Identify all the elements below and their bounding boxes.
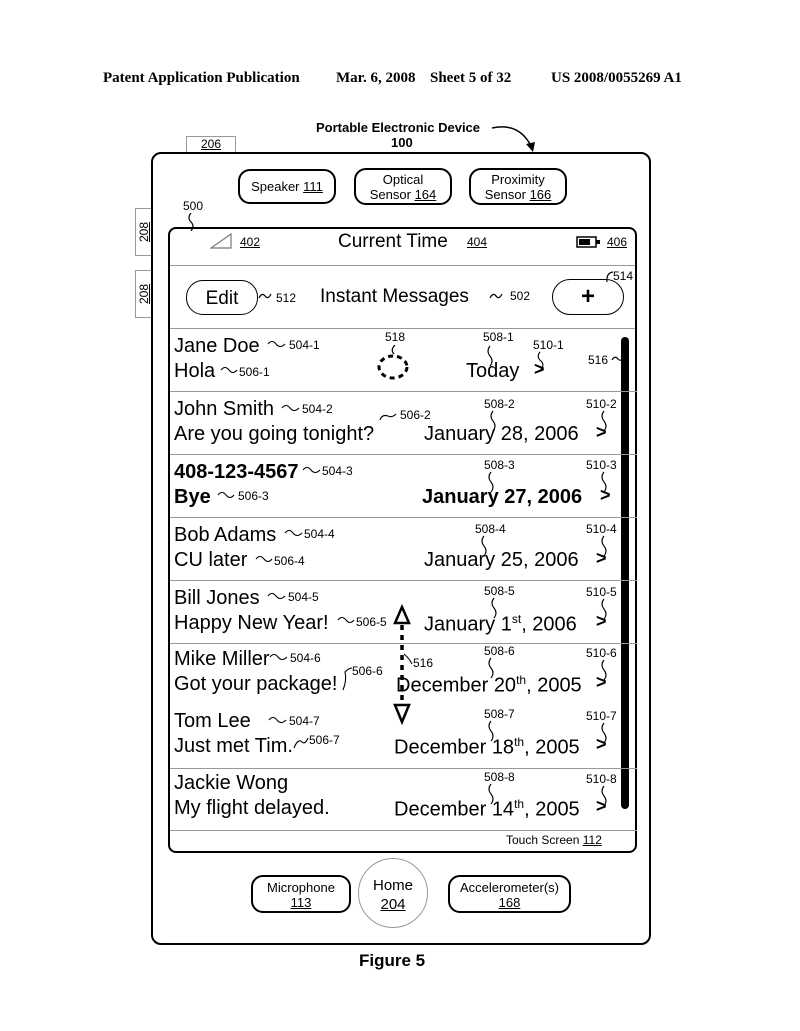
ref: 506-5	[356, 615, 387, 629]
tap-gesture-icon	[373, 345, 413, 381]
edit-ref: 512	[276, 291, 297, 305]
current-time: Current Time	[338, 231, 448, 252]
message-preview: Hola	[174, 360, 216, 382]
ref: 506-2	[400, 408, 431, 422]
contact-name: Mike Miller	[174, 648, 270, 670]
ref: 516	[413, 656, 434, 670]
ref: 508-8	[484, 770, 515, 784]
chevron-right-icon[interactable]: >	[596, 422, 607, 442]
ref: 508-2	[484, 397, 515, 411]
accelerometer-box: Accelerometer(s) 168	[448, 875, 571, 913]
speaker-box: Speaker 111	[238, 169, 336, 204]
chevron-right-icon[interactable]: >	[596, 548, 607, 568]
chevron-right-icon[interactable]: >	[600, 485, 611, 505]
title-ref: 502	[510, 289, 531, 303]
message-preview: Bye	[174, 486, 211, 508]
message-row[interactable]	[170, 392, 637, 455]
contact-name: Jackie Wong	[174, 772, 289, 794]
message-date: January 27, 2006	[422, 486, 583, 508]
publication-label: Patent Application Publication	[103, 70, 300, 86]
message-date: Today	[466, 360, 520, 382]
ref: 510-2	[586, 397, 617, 411]
ref: 504-5	[288, 590, 319, 604]
contact-name: Bob Adams	[174, 524, 277, 546]
contact-name: Jane Doe	[174, 335, 260, 357]
chevron-right-icon[interactable]: >	[596, 611, 607, 631]
message-preview: Happy New Year!	[174, 612, 329, 634]
ref: 510-6	[586, 646, 617, 660]
message-preview: Just met Tim.	[174, 735, 293, 757]
ref: 518	[385, 330, 406, 344]
title-ref-leader	[489, 292, 503, 300]
add-button[interactable]: +	[552, 279, 624, 315]
time-ref: 404	[467, 235, 488, 249]
message-row[interactable]	[170, 455, 637, 518]
ref: 506-1	[239, 365, 270, 379]
ref: 506-6	[352, 664, 383, 678]
message-row[interactable]	[170, 518, 637, 581]
optical-sensor-box: Optical Sensor 164	[354, 168, 452, 205]
ref: 506-7	[309, 733, 340, 747]
home-button[interactable]: Home 204	[358, 858, 428, 928]
device-ref: 100	[391, 135, 413, 150]
message-preview: Are you going tonight?	[174, 423, 375, 445]
figure-caption: Figure 5	[359, 951, 426, 970]
ref: 504-2	[302, 402, 333, 416]
battery-icon	[576, 236, 602, 248]
chevron-right-icon[interactable]: >	[534, 359, 545, 379]
contact-name: 408-123-4567	[174, 461, 299, 483]
message-date: December 18th, 2005	[394, 735, 580, 759]
label-500: 500	[183, 199, 204, 213]
proximity-sensor-box: Proximity Sensor 166	[469, 168, 567, 205]
message-preview: Got your package!	[174, 673, 338, 695]
contact-name: John Smith	[174, 398, 275, 420]
add-ref: 514	[613, 269, 634, 283]
toolbar-title: Instant Messages	[320, 286, 469, 307]
label-208-bottom: 208	[135, 270, 153, 318]
ref: 506-3	[238, 489, 269, 503]
ref: 506-4	[274, 554, 305, 568]
patent-number: US 2008/0055269 A1	[551, 70, 682, 86]
message-date: December 14th, 2005	[394, 797, 580, 821]
message-preview: CU later	[174, 549, 248, 571]
label-206: 206	[186, 136, 236, 154]
publication-date: Mar. 6, 2008	[336, 70, 416, 86]
ref: 504-6	[290, 651, 321, 665]
signal-ref: 402	[240, 235, 261, 249]
ref: 510-4	[586, 522, 617, 536]
ref: 508-6	[484, 644, 515, 658]
ref: 504-3	[322, 464, 353, 478]
label-208-top: 208	[135, 208, 153, 256]
ref: 510-5	[586, 585, 617, 599]
signal-icon	[210, 233, 232, 249]
message-date: December 20th, 2005	[396, 673, 582, 697]
message-date: January 1st, 2006	[424, 612, 577, 636]
sheet-number: Sheet 5 of 32	[430, 70, 512, 86]
ref: 508-3	[484, 458, 515, 472]
ref: 510-7	[586, 709, 617, 723]
microphone-box: Microphone 113	[251, 875, 351, 913]
ref: 508-7	[484, 707, 515, 721]
ref: 508-4	[475, 522, 506, 536]
ref: 508-1	[483, 330, 514, 344]
status-divider	[170, 265, 635, 266]
ref: 504-4	[304, 527, 335, 541]
message-preview: My flight delayed.	[174, 797, 330, 819]
battery-ref: 406	[607, 235, 628, 249]
chevron-right-icon[interactable]: >	[596, 734, 607, 754]
edit-button[interactable]: Edit	[186, 280, 258, 315]
ref: 508-5	[484, 584, 515, 598]
contact-name: Bill Jones	[174, 587, 260, 609]
ref: 510-1	[533, 338, 564, 352]
touch-screen-label: Touch Screen 112	[506, 833, 602, 847]
swipe-gesture-icon	[391, 603, 413, 727]
message-row[interactable]	[170, 768, 637, 831]
chevron-right-icon[interactable]: >	[596, 796, 607, 816]
ref: 510-3	[586, 458, 617, 472]
device-title: Portable Electronic Device	[316, 120, 481, 135]
contact-name: Tom Lee	[174, 710, 251, 732]
chevron-right-icon[interactable]: >	[596, 672, 607, 692]
edit-ref-leader	[258, 292, 272, 300]
scroll-ref: 516	[588, 353, 609, 367]
ref: 504-7	[289, 714, 320, 728]
ref: 510-8	[586, 772, 617, 786]
message-date: January 28, 2006	[424, 423, 579, 445]
ref: 504-1	[289, 338, 320, 352]
message-date: January 25, 2006	[424, 549, 579, 571]
